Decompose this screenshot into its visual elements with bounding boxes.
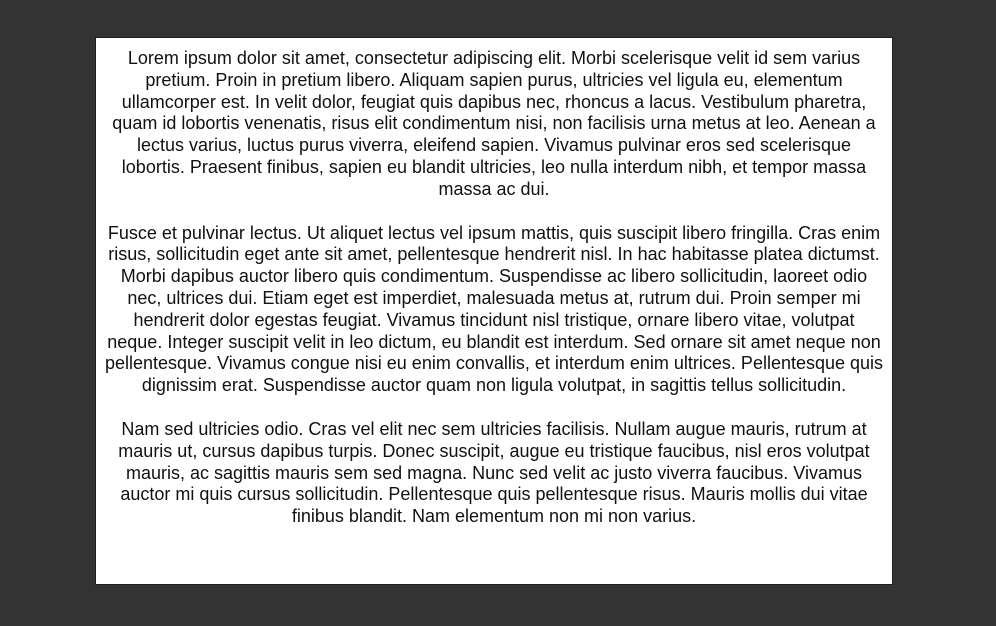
paragraph-1: Lorem ipsum dolor sit amet, consectetur adipiscing elit. Morbi scelerisque velit id sem varius pretium. Proin in pretium libero. Aliquam sapien purus, ultricies vel ligula eu, elementum ullamcorper est. In velit dolor, feugiat quis dapibus nec, rhoncus a lacus. Vestibulum pharetra, quam id lobortis venenatis, risus elit condimentum nisi, non facilisis urna metus at leo. Aenean a lectus varius, luctus purus viverra, eleifend sapien. Vivamus pulvinar eros sed scelerisque lobortis. Praesent finibus, sapien eu blandit ultricies, leo nulla interdum nibh, et tempor massa massa ac dui. [112, 48, 876, 199]
document-page [95, 37, 893, 585]
paragraph-2: Fusce et pulvinar lectus. Ut aliquet lectus vel ipsum mattis, quis suscipit libero fringilla. Cras enim risus, sollicitudin eget ante sit amet, pellentesque hendrerit nisl. In hac habitasse platea dictumst. Morbi dapibus auctor libero quis condimentum. Suspendisse ac libero sollicitudin, laoreet odio nec, ultrices dui. Etiam eget est imperdiet, malesuada metus at, rutrum dui. Proin semper mi hendrerit dolor egestas feugiat. Vivamus tincidunt nisl tristique, ornare libero vitae, volutpat neque. Integer suscipit velit in leo dictum, eu blandit est interdum. Sed ornare sit amet neque non pellentesque. Vivamus congue nisi eu enim convallis, et interdum enim ultrices. Pellentesque quis dignissim erat. Suspendisse auctor quam non ligula volutpat, in sagittis tellus sollicitudin. [104, 222, 884, 396]
paragraph-3: Nam sed ultricies odio. Cras vel elit nec sem ultricies facilisis. Nullam augue mauris, rutrum at mauris ut, cursus dapibus turpis. Donec suscipit, augue eu tristique faucibus, nisl eros volutpat mauris, ac sagittis mauris sem sed magna. Nunc sed velit ac justo viverra faucibus. Vivamus auctor mi quis cursus sollicitudin. Pellentesque quis pellentesque risus. Mauris mollis dui vitae finibus blandit. Nam elementum non mi non varius. [118, 418, 870, 527]
